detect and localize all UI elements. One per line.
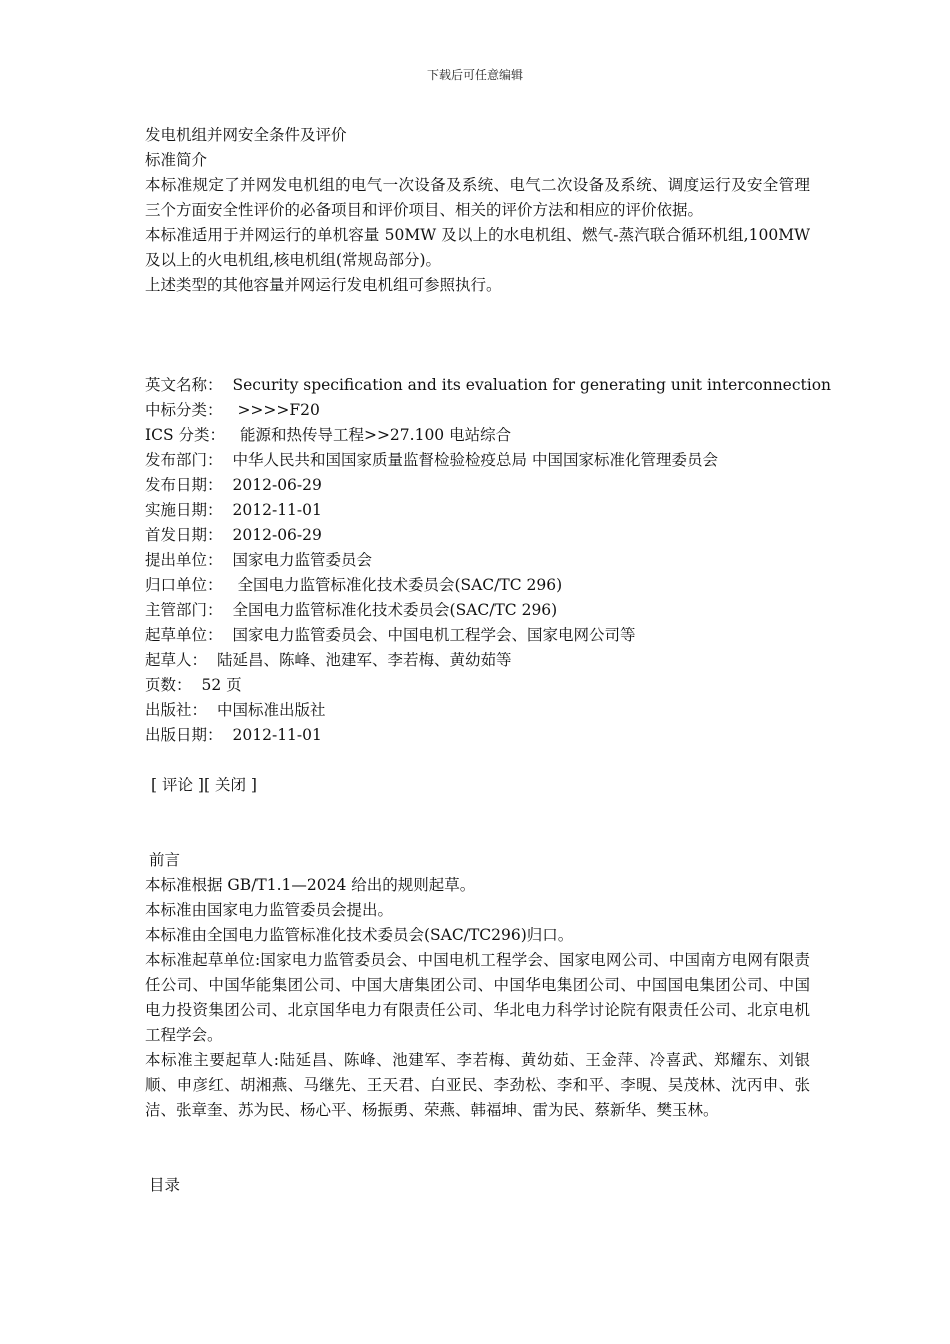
meta-row-publish-date — [145, 723, 810, 748]
foreword-paragraph: 本标准由全国电力监管标准化技术委员会(SAC/TC296)归口。 — [145, 926, 574, 944]
meta-value: 陆延昌、陈峰、池建军、李若梅、黄幼茹等 — [217, 651, 512, 669]
bracket-close: ] — [245, 776, 257, 794]
intro-paragraph: 本标准适用于并网运行的单机容量 50MW 及以上的水电机组、燃气-蒸汽联合循环机组,100MW 及以上的火电机组,核电机组(常规岛部分)。 — [145, 226, 810, 269]
meta-label: 实施日期： — [145, 501, 223, 519]
metadata-list — [145, 373, 832, 748]
meta-row-drafting-units — [145, 623, 810, 648]
spacer — [145, 748, 810, 773]
foreword-paragraph: 本标准主要起草人:陆延昌、陈峰、池建军、李若梅、黄幼茹、王金萍、冷喜武、郑耀东、刘银顺、申彦红、胡湘燕、马继先、王天君、白亚民、李劲松、李和平、李晛、吴茂林、沈丙申、张洁、张章奎、苏为民、杨心平、杨振勇、荣燕、韩福坤、雷为民、蔡新华、樊玉林。 — [145, 1051, 810, 1119]
meta-row-pages — [145, 673, 810, 698]
meta-value: 2012-11-01 — [232, 501, 322, 519]
intro-paragraph: 上述类型的其他容量并网运行发电机组可参照执行。 — [145, 276, 502, 294]
meta-value: 国家电力监管委员会 — [232, 551, 373, 569]
meta-value: 2012-06-29 — [232, 476, 322, 494]
bracket-mid: ][ — [193, 776, 215, 794]
meta-row-drafters — [145, 648, 810, 673]
comment-link[interactable]: 评论 — [161, 776, 193, 794]
meta-row-supervisor — [145, 598, 810, 623]
meta-row-first-date — [145, 523, 810, 548]
document-body — [145, 123, 832, 1198]
meta-value: 全国电力监管标准化技术委员会(SAC/TC 296) — [232, 601, 558, 619]
spacer — [145, 323, 810, 348]
meta-row-ccs — [145, 398, 810, 423]
foreword-heading: 前言 — [149, 851, 181, 869]
meta-label: 提出单位： — [145, 551, 223, 569]
meta-value: 能源和热传导工程>>27.100 电站综合 — [235, 426, 512, 444]
document-title: 发电机组并网安全条件及评价 — [145, 126, 347, 144]
meta-row-effective-date — [145, 498, 810, 523]
meta-value: 国家电力监管委员会、中国电机工程学会、国家电网公司等 — [232, 626, 636, 644]
meta-label: 发布部门： — [145, 451, 223, 469]
spacer — [145, 798, 810, 823]
meta-value: Security specification and its evaluation for generating unit interconnection — [232, 376, 832, 394]
meta-label: 归口单位： — [145, 576, 223, 594]
meta-label: 起草单位： — [145, 626, 223, 644]
meta-label: 英文名称： — [145, 376, 223, 394]
spacer — [145, 1123, 810, 1148]
toc-heading: 目录 — [149, 1176, 181, 1194]
meta-label: 出版日期： — [145, 726, 223, 744]
meta-row-issue-date — [145, 473, 810, 498]
close-link[interactable]: 关闭 — [214, 776, 246, 794]
bracket-open: [ — [151, 776, 162, 794]
intro-paragraph: 本标准规定了并网发电机组的电气一次设备及系统、电气二次设备及系统、调度运行及安全管理三个方面安全性评价的必备项目和评价项目、相关的评价方法和相应的评价依据。 — [145, 176, 810, 219]
meta-row-proposer — [145, 548, 810, 573]
foreword-paragraph: 本标准起草单位:国家电力监管委员会、中国电机工程学会、国家电网公司、中国南方电网有限责任公司、中国华能集团公司、中国大唐集团公司、中国华电集团公司、中国国电集团公司、中国电力投资集团公司、北京国华电力有限责任公司、华北电力科学讨论院有限责任公司、北京电机工程学会。 — [145, 951, 810, 1044]
page-header: 下载后可任意编辑 — [426, 68, 523, 82]
meta-value: 全国电力监管标准化技术委员会(SAC/TC 296) — [232, 576, 563, 594]
spacer — [145, 1148, 810, 1173]
meta-row-centralized-unit — [145, 573, 810, 598]
meta-value: 2012-11-01 — [232, 726, 322, 744]
foreword-paragraph: 本标准根据 GB/T1.1—2024 给出的规则起草。 — [145, 876, 476, 894]
meta-row-issuer — [145, 448, 810, 473]
action-links — [145, 773, 810, 798]
meta-label: 中标分类： — [145, 401, 223, 419]
meta-label: 页数： — [145, 676, 192, 694]
intro-heading: 标准简介 — [145, 151, 208, 169]
spacer — [145, 348, 810, 373]
meta-value: 中华人民共和国国家质量监督检验检疫总局 中国国家标准化管理委员会 — [232, 451, 718, 469]
meta-row-publisher — [145, 698, 810, 723]
meta-row-ics — [145, 423, 810, 448]
meta-value: >>>>F20 — [232, 401, 320, 419]
meta-label: 起草人： — [145, 651, 208, 669]
foreword-paragraph: 本标准由国家电力监管委员会提出。 — [145, 901, 394, 919]
meta-value: 52 页 — [201, 676, 242, 694]
meta-value: 中国标准出版社 — [217, 701, 326, 719]
meta-label: 出版社： — [145, 701, 208, 719]
meta-label: 主管部门： — [145, 601, 223, 619]
meta-label: 发布日期： — [145, 476, 223, 494]
meta-label: ICS 分类： — [145, 426, 226, 444]
meta-label: 首发日期： — [145, 526, 223, 544]
spacer — [145, 823, 810, 848]
meta-row-english-name — [145, 373, 832, 398]
meta-value: 2012-06-29 — [232, 526, 322, 544]
spacer — [145, 298, 810, 323]
